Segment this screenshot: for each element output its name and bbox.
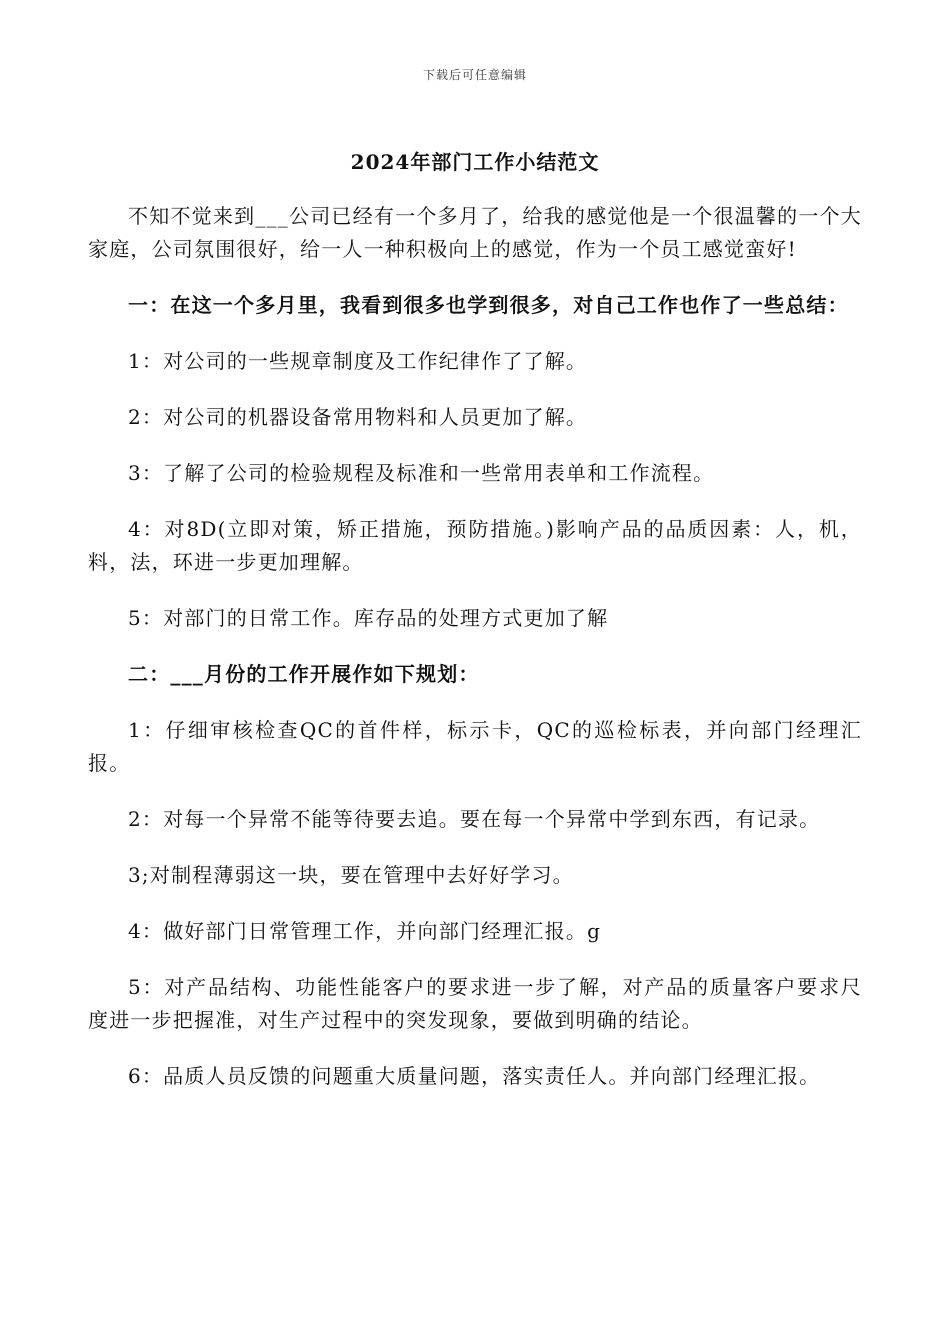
list-item: 4：对8D(立即对策，矫正措施，预防措施。)影响产品的品质因素：人，机，料，法，环进一步更加理解。 — [88, 517, 862, 574]
list-item: 2：对公司的机器设备常用物料和人员更加了解。 — [128, 405, 588, 429]
list-item: 3;对制程薄弱这一块，要在管理中去好好学习。 — [128, 863, 574, 887]
header-note: 下载后可任意编辑 — [422, 68, 527, 82]
list-item: 1：仔细审核检查QC的首件样，标示卡，QC的巡检标表，并向部门经理汇报。 — [88, 718, 862, 775]
list-item: 6：品质人员反馈的问题重大质量问题，落实责任人。并向部门经理汇报。 — [128, 1064, 821, 1088]
section-heading-2: 二：___月份的工作开展作如下规划： — [128, 662, 480, 686]
paragraph-intro: 不知不觉来到___公司已经有一个多月了，给我的感觉他是一个很温馨的一个大家庭，公司氛围很好，给一人一种积极向上的感觉，作为一个员工感觉蛮好! — [88, 204, 862, 261]
document-body — [88, 200, 862, 1116]
list-item: 5：对部门的日常工作。库存品的处理方式更加了解 — [128, 606, 609, 630]
list-item: 3：了解了公司的检验规程及标准和一些常用表单和工作流程。 — [128, 461, 715, 485]
list-item: 1：对公司的一些规章制度及工作纪律作了了解。 — [128, 349, 588, 373]
section-heading-1: 一：在这一个多月里，我看到很多也学到很多，对自己工作也作了一些总结： — [128, 293, 849, 317]
list-item: 5：对产品结构、功能性能客户的要求进一步了解，对产品的质量客户要求尺度进一步把握准，对生产过程中的突发现象，要做到明确的结论。 — [88, 975, 862, 1032]
list-item: 2：对每一个异常不能等待要去追。要在每一个异常中学到东西，有记录。 — [128, 807, 821, 831]
document-title: 2024年部门工作小结范文 — [350, 150, 600, 174]
list-item: 4：做好部门日常管理工作，并向部门经理汇报。g — [128, 919, 602, 943]
